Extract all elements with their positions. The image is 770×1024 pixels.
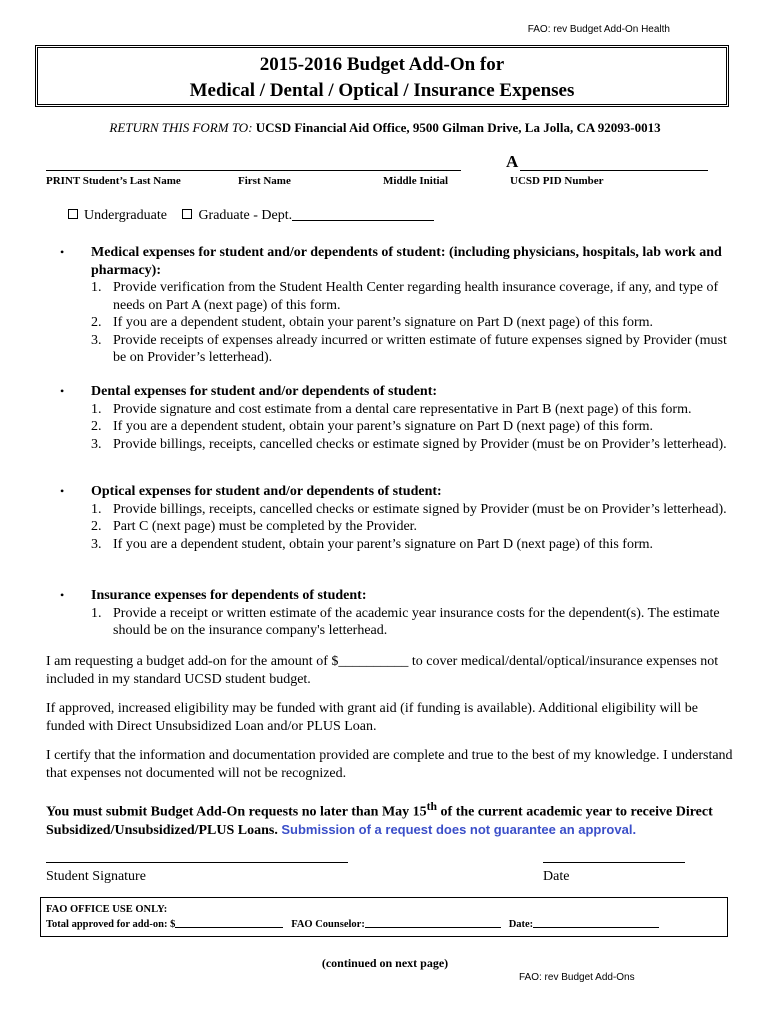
deadline-note: Submission of a request does not guarantee an approval. bbox=[281, 822, 637, 838]
return-address-text: UCSD Financial Aid Office, 9500 Gilman Drive, La Jolla, CA 92093-0013 bbox=[255, 120, 661, 135]
deadline-text-post: of the current academic year to receive Direct Subsidized/Unsubsidized/PLUS Loans. bbox=[46, 804, 713, 839]
amount-field[interactable]: __________ bbox=[338, 654, 409, 669]
list-item bbox=[91, 605, 740, 640]
item-number: 1. bbox=[91, 605, 102, 621]
list-item bbox=[91, 332, 740, 367]
section-dental bbox=[60, 383, 740, 453]
item-text: If you are a dependent student, obtain your parent’s signature on Part D (next page) of this form. bbox=[113, 536, 654, 552]
undergraduate-checkbox[interactable] bbox=[68, 209, 78, 219]
insurance-list bbox=[91, 605, 740, 640]
header-note: FAO: rev Budget Add-On Health bbox=[527, 24, 670, 35]
item-number: 3. bbox=[91, 436, 102, 452]
optical-heading: Optical expenses for student and/or dependents of student: bbox=[91, 484, 442, 499]
dental-heading: Dental expenses for student and/or dependents of student: bbox=[91, 384, 438, 399]
request-text-post: to cover medical/dental/optical/insurance expenses not included in my standard UCSD student budget. bbox=[46, 654, 719, 687]
student-name-field[interactable] bbox=[46, 170, 461, 171]
bullet-icon: • bbox=[60, 245, 65, 259]
item-text: Provide receipts of expenses already incurred or written estimate of future expenses signed by Provider (must be on Provider’s letterhead). bbox=[113, 332, 727, 365]
form-title-line1: 2015-2016 Budget Add-On for bbox=[259, 54, 505, 75]
total-approved-field[interactable] bbox=[175, 918, 283, 928]
item-number: 3. bbox=[91, 332, 102, 348]
first-name-label: First Name bbox=[238, 175, 291, 187]
fao-office-row bbox=[46, 917, 727, 932]
pid-field[interactable] bbox=[520, 170, 708, 171]
section-insurance bbox=[60, 587, 740, 640]
form-title-box bbox=[35, 45, 729, 107]
item-number: 2. bbox=[91, 315, 102, 330]
fao-counselor-label: FAO Counselor: bbox=[291, 919, 365, 930]
student-signature-field[interactable] bbox=[46, 862, 348, 863]
fao-office-box bbox=[40, 897, 728, 937]
list-item bbox=[91, 501, 740, 519]
bullet-icon: • bbox=[60, 484, 65, 498]
graduate-checkbox[interactable] bbox=[182, 209, 192, 219]
return-address bbox=[0, 120, 770, 136]
pid-label: UCSD PID Number bbox=[510, 175, 604, 187]
medical-list bbox=[91, 279, 740, 367]
insurance-heading: Insurance expenses for dependents of student: bbox=[91, 588, 367, 603]
total-approved-label: Total approved for add-on: $ bbox=[46, 919, 176, 930]
list-item bbox=[91, 418, 740, 436]
date-field[interactable] bbox=[543, 862, 685, 863]
footer-note: FAO: rev Budget Add-Ons bbox=[519, 972, 635, 983]
item-text: Provide billings, receipts, cancelled checks or estimate signed by Provider (must be on Provider’s letterhead). bbox=[113, 436, 727, 452]
pid-prefix: A bbox=[506, 152, 519, 171]
deadline-paragraph bbox=[46, 798, 736, 840]
item-text: If you are a dependent student, obtain your parent’s signature on Part D (next page) of this form. bbox=[113, 315, 654, 330]
fao-counselor-field[interactable] bbox=[365, 918, 501, 928]
item-text: Part C (next page) must be completed by the Provider. bbox=[113, 519, 418, 534]
item-text: Provide signature and cost estimate from a dental care representative in Part B (next page) of this form. bbox=[113, 401, 692, 417]
item-number: 3. bbox=[91, 536, 102, 552]
item-number: 2. bbox=[91, 419, 102, 434]
list-item bbox=[91, 314, 740, 332]
bullet-icon: • bbox=[60, 588, 65, 602]
item-number: 1. bbox=[91, 280, 102, 295]
item-text: Provide verification from the Student Health Center regarding health insurance coverage, if any, and type of needs on Part A (next page) of this form. bbox=[113, 280, 719, 313]
optical-list bbox=[91, 501, 740, 554]
list-item bbox=[91, 279, 740, 314]
fao-office-title: FAO OFFICE USE ONLY: bbox=[46, 904, 168, 915]
certify-paragraph: I certify that the information and documentation provided are complete and true to the best of my knowledge. I understand that expenses not documented will not be recognized. bbox=[46, 748, 733, 781]
form-title-line2: Medical / Dental / Optical / Insurance Expenses bbox=[189, 80, 575, 101]
continued-note: (continued on next page) bbox=[321, 956, 449, 970]
item-text: Provide billings, receipts, cancelled checks or estimate signed by Provider (must be on Provider’s letterhead). bbox=[113, 501, 727, 517]
list-item bbox=[91, 536, 740, 554]
fao-date-field[interactable] bbox=[533, 918, 659, 928]
approval-paragraph: If approved, increased eligibility may be funded with grant aid (if funding is available). Additional eligibility will be funded with Direct Unsubsidized Loan and/or PLUS Loan. bbox=[46, 701, 698, 734]
item-number: 2. bbox=[91, 519, 102, 534]
fao-date-label: Date: bbox=[508, 919, 534, 930]
undergraduate-label: Undergraduate bbox=[84, 208, 167, 223]
middle-initial-label: Middle Initial bbox=[383, 175, 449, 187]
last-name-label: PRINT Student’s Last Name bbox=[46, 175, 181, 187]
list-item bbox=[91, 401, 740, 419]
bullet-icon: • bbox=[60, 384, 65, 398]
request-text-pre: I am requesting a budget add-on for the amount of $ bbox=[46, 654, 339, 669]
item-text: Provide a receipt or written estimate of the academic year insurance costs for the dependent(s). The estimate should be on the insurance company's letterhead. bbox=[113, 605, 720, 638]
item-text: If you are a dependent student, obtain your parent’s signature on Part D (next page) of this form. bbox=[113, 419, 654, 434]
list-item bbox=[91, 518, 740, 536]
date-label: Date bbox=[543, 869, 570, 884]
item-number: 1. bbox=[91, 501, 102, 517]
item-number: 1. bbox=[91, 401, 102, 417]
student-level bbox=[68, 208, 434, 224]
graduate-dept-field[interactable] bbox=[292, 209, 434, 221]
student-signature-label: Student Signature bbox=[46, 869, 146, 884]
medical-heading: Medical expenses for student and/or dependents of student: (including physicians, hospitals, lab work and pharmacy): bbox=[91, 245, 722, 278]
deadline-text: You must submit Budget Add-On requests no later than May 15 bbox=[46, 804, 427, 820]
request-paragraph bbox=[46, 653, 736, 688]
graduate-label: Graduate - Dept. bbox=[198, 208, 293, 223]
list-item bbox=[91, 436, 740, 454]
return-label: RETURN THIS FORM TO: bbox=[109, 120, 253, 135]
deadline-sup: th bbox=[426, 800, 438, 813]
dental-list bbox=[91, 401, 740, 454]
section-medical bbox=[60, 244, 740, 367]
section-optical bbox=[60, 483, 740, 553]
